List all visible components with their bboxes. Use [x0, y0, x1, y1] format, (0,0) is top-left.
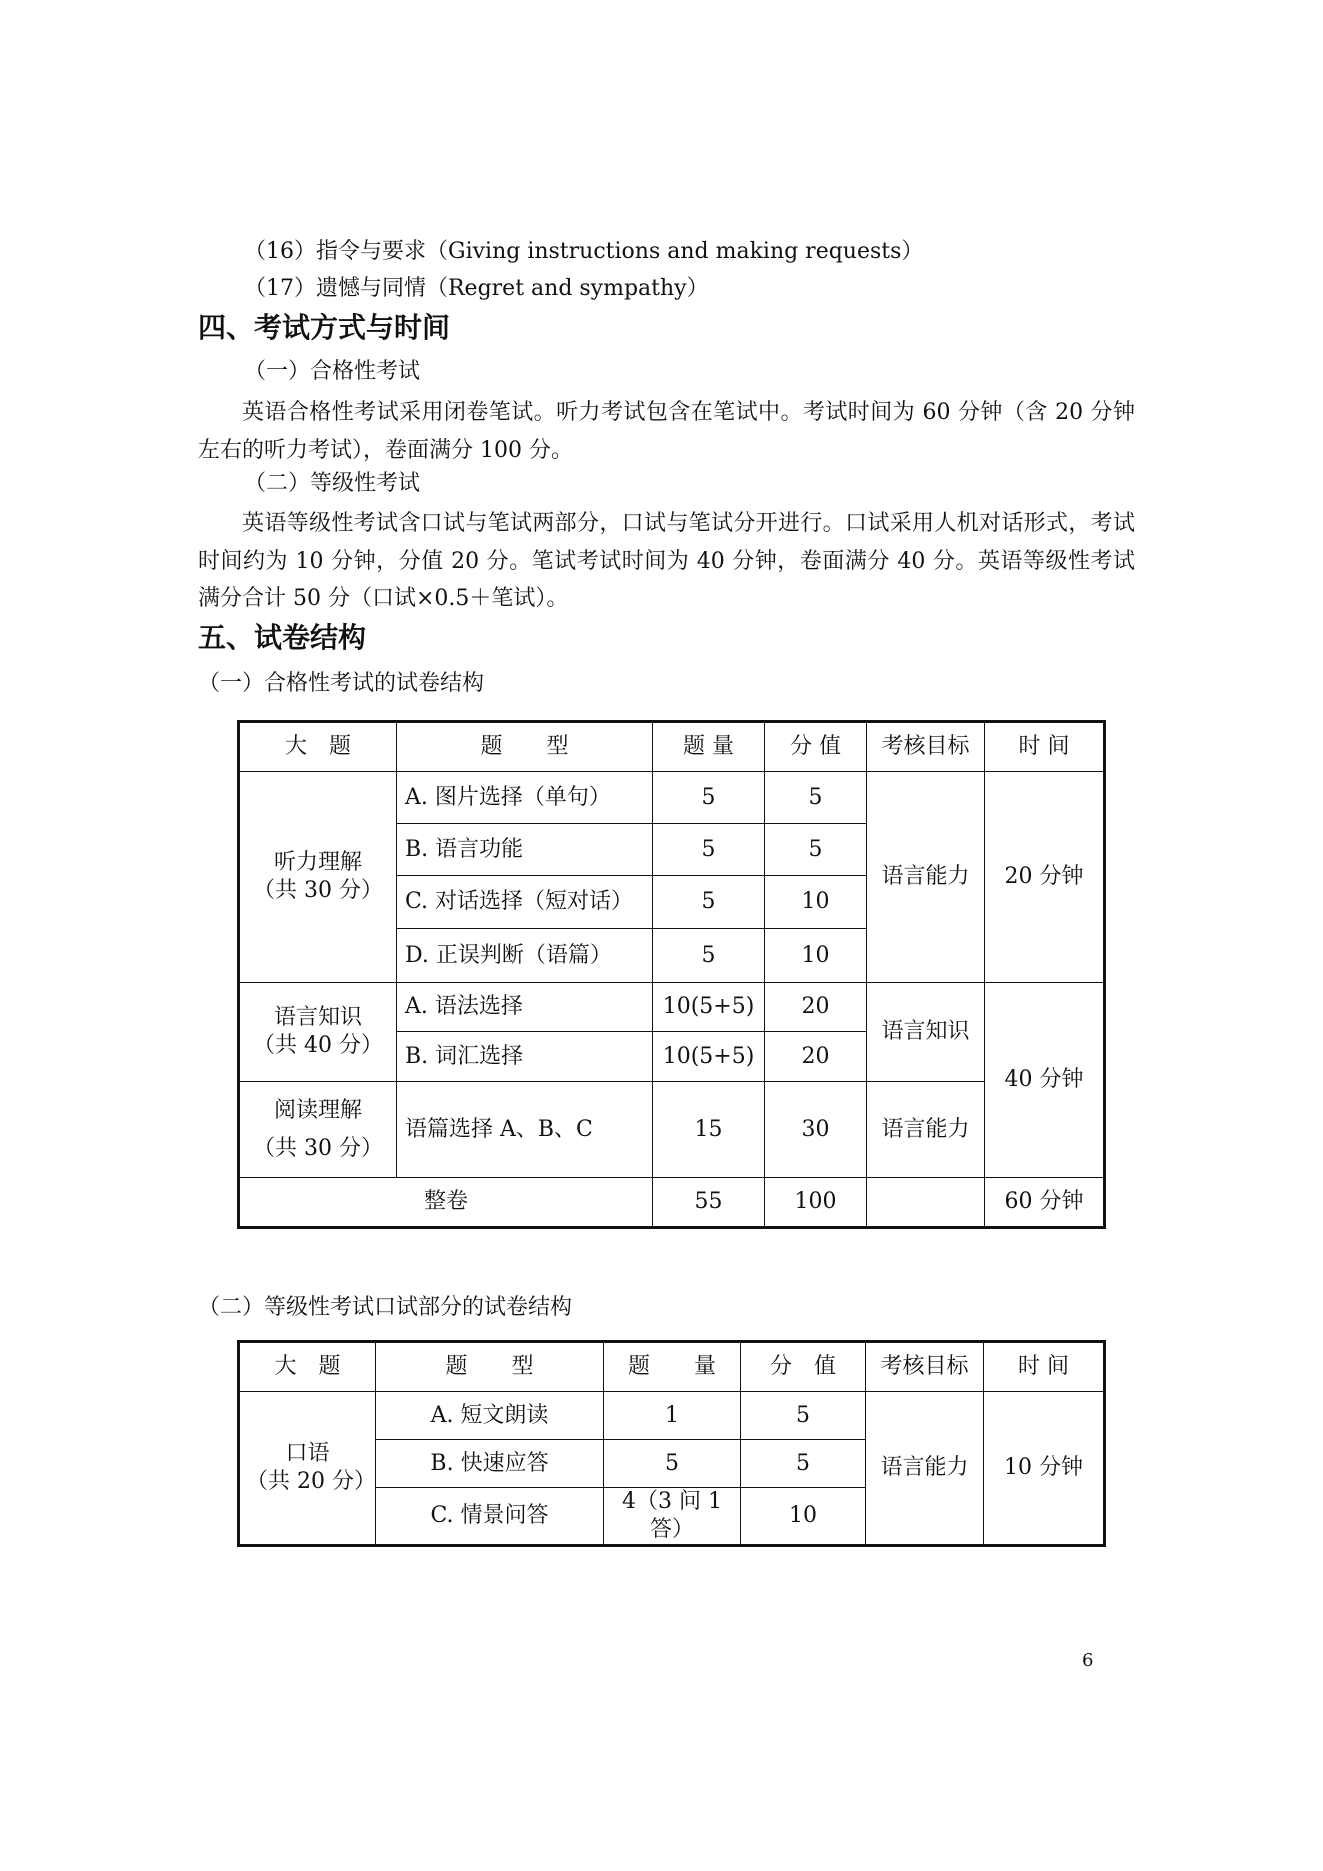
item-score: 5: [765, 772, 867, 824]
group-cell: [239, 983, 397, 1082]
target-cell: 语言能力: [867, 1082, 985, 1178]
section-4-para1: 英语合格性考试采用闭卷笔试。听力考试包含在笔试中。考试时间为 60 分钟（含 20 分钟左右的听力考试），卷面满分 100 分。: [198, 400, 1135, 463]
table2-header-row: [239, 1342, 1105, 1392]
table1-header-row: [239, 722, 1105, 772]
table2-caption: （二）等级性考试口试部分的试卷结构: [198, 1295, 573, 1320]
item-score: 20: [765, 1032, 867, 1082]
group-name: 听力理解: [273, 850, 362, 875]
item-count: 5: [653, 824, 765, 876]
table1-caption: （一）合格性考试的试卷结构: [198, 671, 485, 696]
table-level-oral-exam: [237, 1340, 1106, 1547]
item-score: 20: [765, 983, 867, 1032]
group-name: 阅读理解: [273, 1097, 362, 1123]
page-number: 6: [1082, 1650, 1094, 1671]
group-cell: [239, 772, 397, 983]
section-4-sub2: （二）等级性考试: [244, 471, 421, 496]
group-score: （共 40 分）: [253, 1033, 383, 1058]
item-type: 语篇选择 A、B、C: [397, 1082, 653, 1178]
total-count: 55: [653, 1178, 765, 1228]
table1-header: 考核目标: [867, 722, 985, 772]
table2-header: 考核目标: [866, 1342, 984, 1392]
intro-line-16: （16）指令与要求（Giving instructions and making requests）: [244, 239, 924, 264]
total-time: 60 分钟: [985, 1178, 1105, 1228]
item-score: 30: [765, 1082, 867, 1178]
group-name: 语言知识: [273, 1005, 362, 1030]
table1-header: 时 间: [985, 722, 1105, 772]
item-score: 5: [741, 1440, 866, 1488]
table2-header: 分 值: [741, 1342, 866, 1392]
table2-header: 大 题: [239, 1342, 376, 1392]
item-type: C. 情景问答: [376, 1488, 604, 1546]
time-cell: 40 分钟: [985, 983, 1105, 1178]
time-cell: 10 分钟: [984, 1392, 1105, 1546]
section-4-heading: 四、考试方式与时间: [198, 311, 451, 344]
total-target: [867, 1178, 985, 1228]
item-score: 10: [765, 929, 867, 983]
target-cell: 语言能力: [866, 1392, 984, 1546]
target-cell: 语言知识: [867, 983, 985, 1082]
table1-header: 分 值: [765, 722, 867, 772]
item-type: A. 短文朗读: [376, 1392, 604, 1440]
item-score: 10: [765, 876, 867, 929]
item-score: 5: [765, 824, 867, 876]
item-count: 5: [653, 772, 765, 824]
item-type: B. 快速应答: [376, 1440, 604, 1488]
intro-line-17: （17）遗憾与同情（Regret and sympathy）: [244, 276, 709, 301]
section-5-heading: 五、试卷结构: [198, 621, 367, 654]
item-count: 5: [604, 1440, 741, 1488]
item-type: B. 词汇选择: [397, 1032, 653, 1082]
item-count: 5: [653, 929, 765, 983]
group-score: （共 20 分）: [246, 1469, 376, 1494]
group-name: 口语: [285, 1441, 330, 1466]
item-type: A. 图片选择（单句）: [397, 772, 653, 824]
table2-header: 题 型: [376, 1342, 604, 1392]
table1-total-row: [239, 1178, 1105, 1228]
item-score: 10: [741, 1488, 866, 1546]
total-score: 100: [765, 1178, 867, 1228]
table2-header: 题 量: [604, 1342, 741, 1392]
table-row: [239, 1082, 1105, 1178]
group-cell: [239, 1392, 376, 1546]
table-row: [239, 772, 1105, 824]
item-score: 5: [741, 1392, 866, 1440]
item-count: 1: [604, 1392, 741, 1440]
item-type: C. 对话选择（短对话）: [397, 876, 653, 929]
group-score: （共 30 分）: [253, 878, 383, 903]
table1-header: 大 题: [239, 722, 397, 772]
table2-header: 时 间: [984, 1342, 1105, 1392]
table-row: [239, 1392, 1105, 1440]
group-cell: [239, 1082, 397, 1178]
section-4-sub1: （一）合格性考试: [244, 359, 421, 384]
time-cell: 20 分钟: [985, 772, 1105, 983]
item-count: 10(5+5): [653, 983, 765, 1032]
table-row: [239, 983, 1105, 1032]
item-count: 10(5+5): [653, 1032, 765, 1082]
group-score: （共 30 分）: [253, 1135, 383, 1161]
item-type: A. 语法选择: [397, 983, 653, 1032]
item-count: 5: [653, 876, 765, 929]
table1-header: 题 量: [653, 722, 765, 772]
item-type: B. 语言功能: [397, 824, 653, 876]
item-count: 15: [653, 1082, 765, 1178]
target-cell: 语言能力: [867, 772, 985, 983]
item-count: 4（3 问 1 答）: [604, 1488, 741, 1546]
item-type: D. 正误判断（语篇）: [397, 929, 653, 983]
table1-header: 题 型: [397, 722, 653, 772]
table-qualification-exam: [237, 720, 1106, 1229]
total-label: 整卷: [239, 1178, 653, 1228]
section-4-para2: 英语等级性考试含口试与笔试两部分，口试与笔试分开进行。口试采用人机对话形式，考试时间约为 10 分钟，分值 20 分。笔试考试时间为 40 分钟，卷面满分 40 分。英语等级性考试满分合计 50 分（口试×0.5＋笔试）。: [198, 511, 1135, 611]
